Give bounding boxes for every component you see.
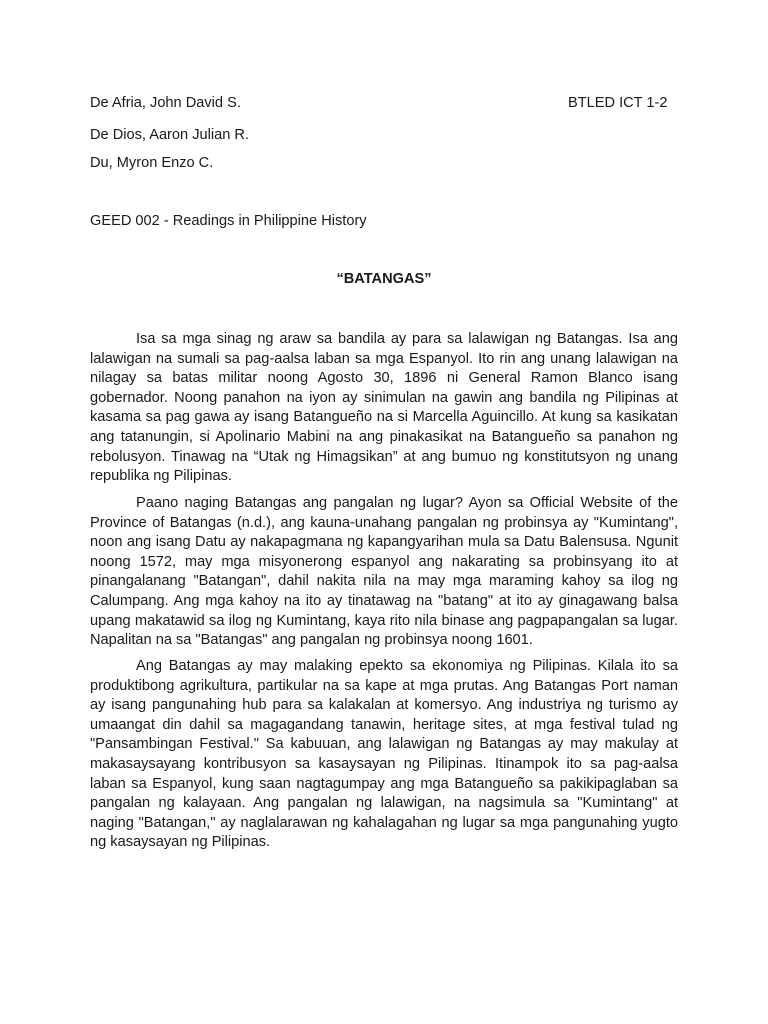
paragraph-1: Isa sa mga sinag ng araw sa bandila ay para sa lalawigan ng Batangas. Isa ang lalawigan na sumali sa pag-aalsa laban sa mga Espanyol. Ito rin ang unang lalawigan na nilagay sa batas militar noong Agosto 30, 1896 ni General Ramon Blanco isang gobernador. Noong panahon na iyon ay sinimulan na gawin ang bandila ng Pilipinas at kasama sa pag gawa ay isang Batangueño na si Marcella Aguincillo. At kung sa kasikatan ang tatanungin, si Apolinario Mabini na ang pinakasikat na Batangueño sa panahon ng rebolusyon. Tinawag na “Utak ng Himagsikan” at ang bumuo ng konstitutsyon ng unang republika ng Pilipinas.: [90, 331, 678, 485]
course-title: GEED 002 - Readings in Philippine History: [90, 213, 367, 229]
paragraph-2: Paano naging Batangas ang pangalan ng lugar? Ayon sa Official Website of the Province of Batangas (n.d.), ang kauna-unahang pangalan ng probinsya ay "Kumintang", noon ang isang Datu ay nakapagmana ng kapangyarihan mula sa Datu Balensusa. Ngunit noong 1572, may mga misyonerong espanyol ang nakarating sa probinsyang ito at pinangalanang "Batangan", dahil nakita nila na may mga maraming kahoy sa ilog ng Calumpang. Ang mga kahoy na ito ay tinatawag na "batang" at ito ay ginagawang balsa upang makatawid sa ilog ng Kumintang, kaya rito nila binase ang pagpapangalan sa lugar. Napalitan na sa "Batangas" ang pangalan ng probinsya noong 1601.: [90, 495, 678, 649]
author-name-1: De Afria, John David S.: [90, 95, 241, 111]
paragraph-3: Ang Batangas ay may malaking epekto sa ekonomiya ng Pilipinas. Kilala ito sa produktibong agrikultura, partikular na sa kape at mga prutas. Ang Batangas Port naman ay isang pangunahing hub para sa kalakalan at komersyo. Ang industriya ng turismo ay umaangat din dahil sa magagandang tanawin, heritage sites, at mga festival tulad ng "Pansambingan Festival." Sa kabuuan, ang lalawigan ng Batangas ay may makulay at makasaysayang kontribusyon sa kasaysayan ng Pilipinas. Itinampok ito sa pag-aalsa laban sa Espanyol, kung saan nagtagumpay ang mga Batangueño sa pakikipaglaban sa pangalan ng kalayaan. Ang pangalan ng lalawigan, na nagsimula sa "Kumintang" at naging "Batangan," ay naglalarawan ng kahalagahan ng lugar sa mga pangunahing yugto ng kasaysayan ng Pilipinas.: [90, 658, 678, 851]
author-name-3: Du, Myron Enzo C.: [90, 155, 214, 171]
author-name-2: De Dios, Aaron Julian R.: [90, 127, 249, 143]
document-title: “BATANGAS”: [336, 271, 432, 287]
section-label: BTLED ICT 1-2: [568, 95, 668, 111]
